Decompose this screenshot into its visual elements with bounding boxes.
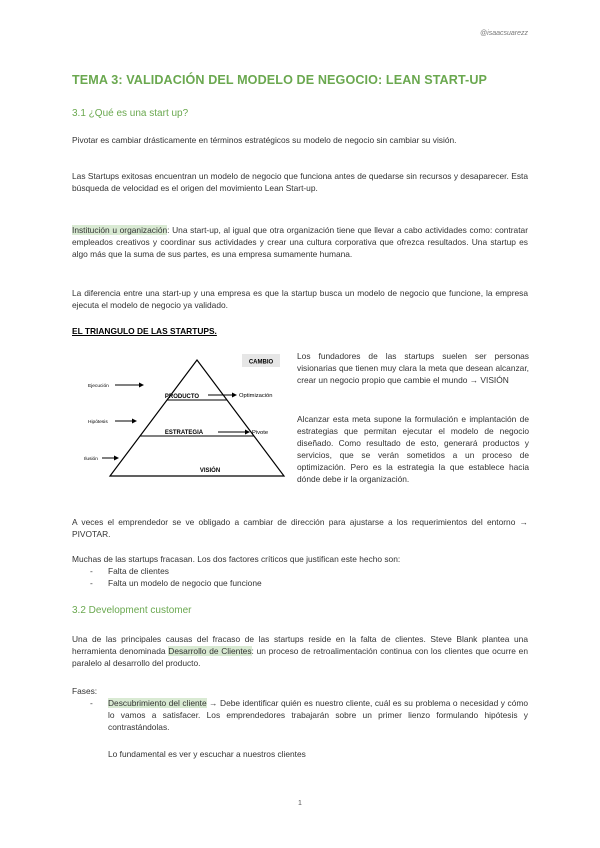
ejecucion-label: Ejecución <box>88 384 109 389</box>
pivote-label: Pivote <box>252 430 269 436</box>
bullet-dash-2: - <box>90 578 93 588</box>
triangle-heading-text: EL TRIANGULO DE LAS STARTUPS. <box>72 326 217 336</box>
section-heading-3-2: 3.2 Development customer <box>72 605 192 616</box>
paragraph-desarrollo-text-a: Una de las principales causas del fracaso de las startups reside en la falta de clientes. Steve Blank plantea una herramienta denominada <box>72 634 528 656</box>
paragraph-institucion-text: : Una start-up, al igual que otra organización tiene que llevar a cabo actividades como: contratar empleados creativos y coordinar sus actividades y crear una cultura corporativa que ofrezca resultados. Una startup es algo más que la suma de sus partes, es una empresa sumamente humana. <box>72 225 528 259</box>
page-number: 1 <box>298 800 302 807</box>
bullet-item-1: Falta de clientes <box>108 566 169 576</box>
producto-label: PRODUCTO <box>164 394 200 400</box>
bullet-dash-1: - <box>90 566 93 576</box>
cambio-label: CAMBIO <box>248 359 274 366</box>
fases-label: Fases: <box>72 686 98 696</box>
startup-triangle-figure <box>82 350 292 480</box>
fase-descubrimiento <box>108 697 528 733</box>
paragraph-fracasan: Muchas de las startups fracasan. Los dos factores críticos que justifican este hecho son: <box>72 554 401 564</box>
optimizacion-arrow-head <box>232 393 237 398</box>
paragraph-startups-exitosas: Las Startups exitosas encuentran un modelo de negocio que funciona antes de quedarse sin recursos y desaparecer. Esta búsqueda de velocidad es el origen del movimiento Lean Start-up. <box>72 171 528 193</box>
hipotesis-label: Hipótesis <box>88 420 108 425</box>
highlight-institucion: Institución u organización <box>72 225 168 235</box>
fase-descubrimiento-text: → Debe identificar quién es nuestro cliente, cuál es su problema o necesidad y cómo lo vamos a satisfacer. Los emprendedores trabajarán sobre un primer lienzo formulando hipótesis y contrastándolas. <box>108 698 528 732</box>
paragraph-diferencia: La diferencia entre una start-up y una empresa es que la startup busca un modelo de negocio que funcione, la empresa ejecuta el modelo de negocio ya validado. <box>72 288 528 310</box>
highlight-desarrollo-clientes: Desarrollo de Clientes <box>168 646 252 656</box>
triangle-svg <box>82 350 292 480</box>
triangle-outline <box>110 360 284 476</box>
paragraph-pivotar-entorno: A veces el emprendedor se ve obligado a cambiar de dirección para ajustarse a los requerimientos del entorno → PIVOTAR. <box>72 517 528 539</box>
optimizacion-label: Optimización <box>239 393 273 399</box>
triangle-heading <box>72 325 528 337</box>
paragraph-desarrollo-clientes <box>72 633 528 669</box>
fase-note: Lo fundamental es ver y escuchar a nuestros clientes <box>108 749 306 759</box>
ilusion-arrow-head <box>114 456 119 461</box>
estrategia-label: ESTRATEGIA <box>164 430 204 436</box>
paragraph-desarrollo-text-b: : un proceso de retroalimentación continua con los clientes que ocurre en paralelo al desarrollo del producto. <box>72 646 528 668</box>
page-title: TEMA 3: VALIDACIÓN DEL MODELO DE NEGOCIO: LEAN START-UP <box>72 73 488 87</box>
fase-dash-1: - <box>90 698 93 708</box>
ilusion-label: Ilusión <box>84 457 98 462</box>
highlight-descubrimiento: Descubrimiento del cliente <box>108 698 207 708</box>
section-heading-3-1: 3.1 ¿Qué es una start up? <box>72 108 189 119</box>
paragraph-pivotar: Pivotar es cambiar drásticamente en términos estratégicos su modelo de negocio sin cambiar su visión. <box>72 135 457 145</box>
vision-label: VISIÓN <box>199 468 221 474</box>
bullet-item-2: Falta un modelo de negocio que funcione <box>108 578 262 588</box>
triangle-text-estrategia: Alcanzar esta meta supone la formulación e implantación de estrategias que permitan ejecutar el modelo de negocio diseñado. Como resultado de esto, generará productos y servicios, que se verán sometidos a un proceso de optimización. Pero es la estrategia la que establece hacia dónde debe ir la organización. <box>297 414 529 484</box>
ejecucion-arrow-head <box>139 383 144 388</box>
author-handle: @isaacsuarezz <box>480 30 528 37</box>
hipotesis-arrow-head <box>132 419 137 424</box>
triangle-text-vision: Los fundadores de las startups suelen ser personas visionarias que tienen muy clara la meta que desean alcanzar, crear un negocio propio que cambie el mundo → VISIÓN <box>297 351 529 385</box>
paragraph-institucion <box>72 224 528 260</box>
